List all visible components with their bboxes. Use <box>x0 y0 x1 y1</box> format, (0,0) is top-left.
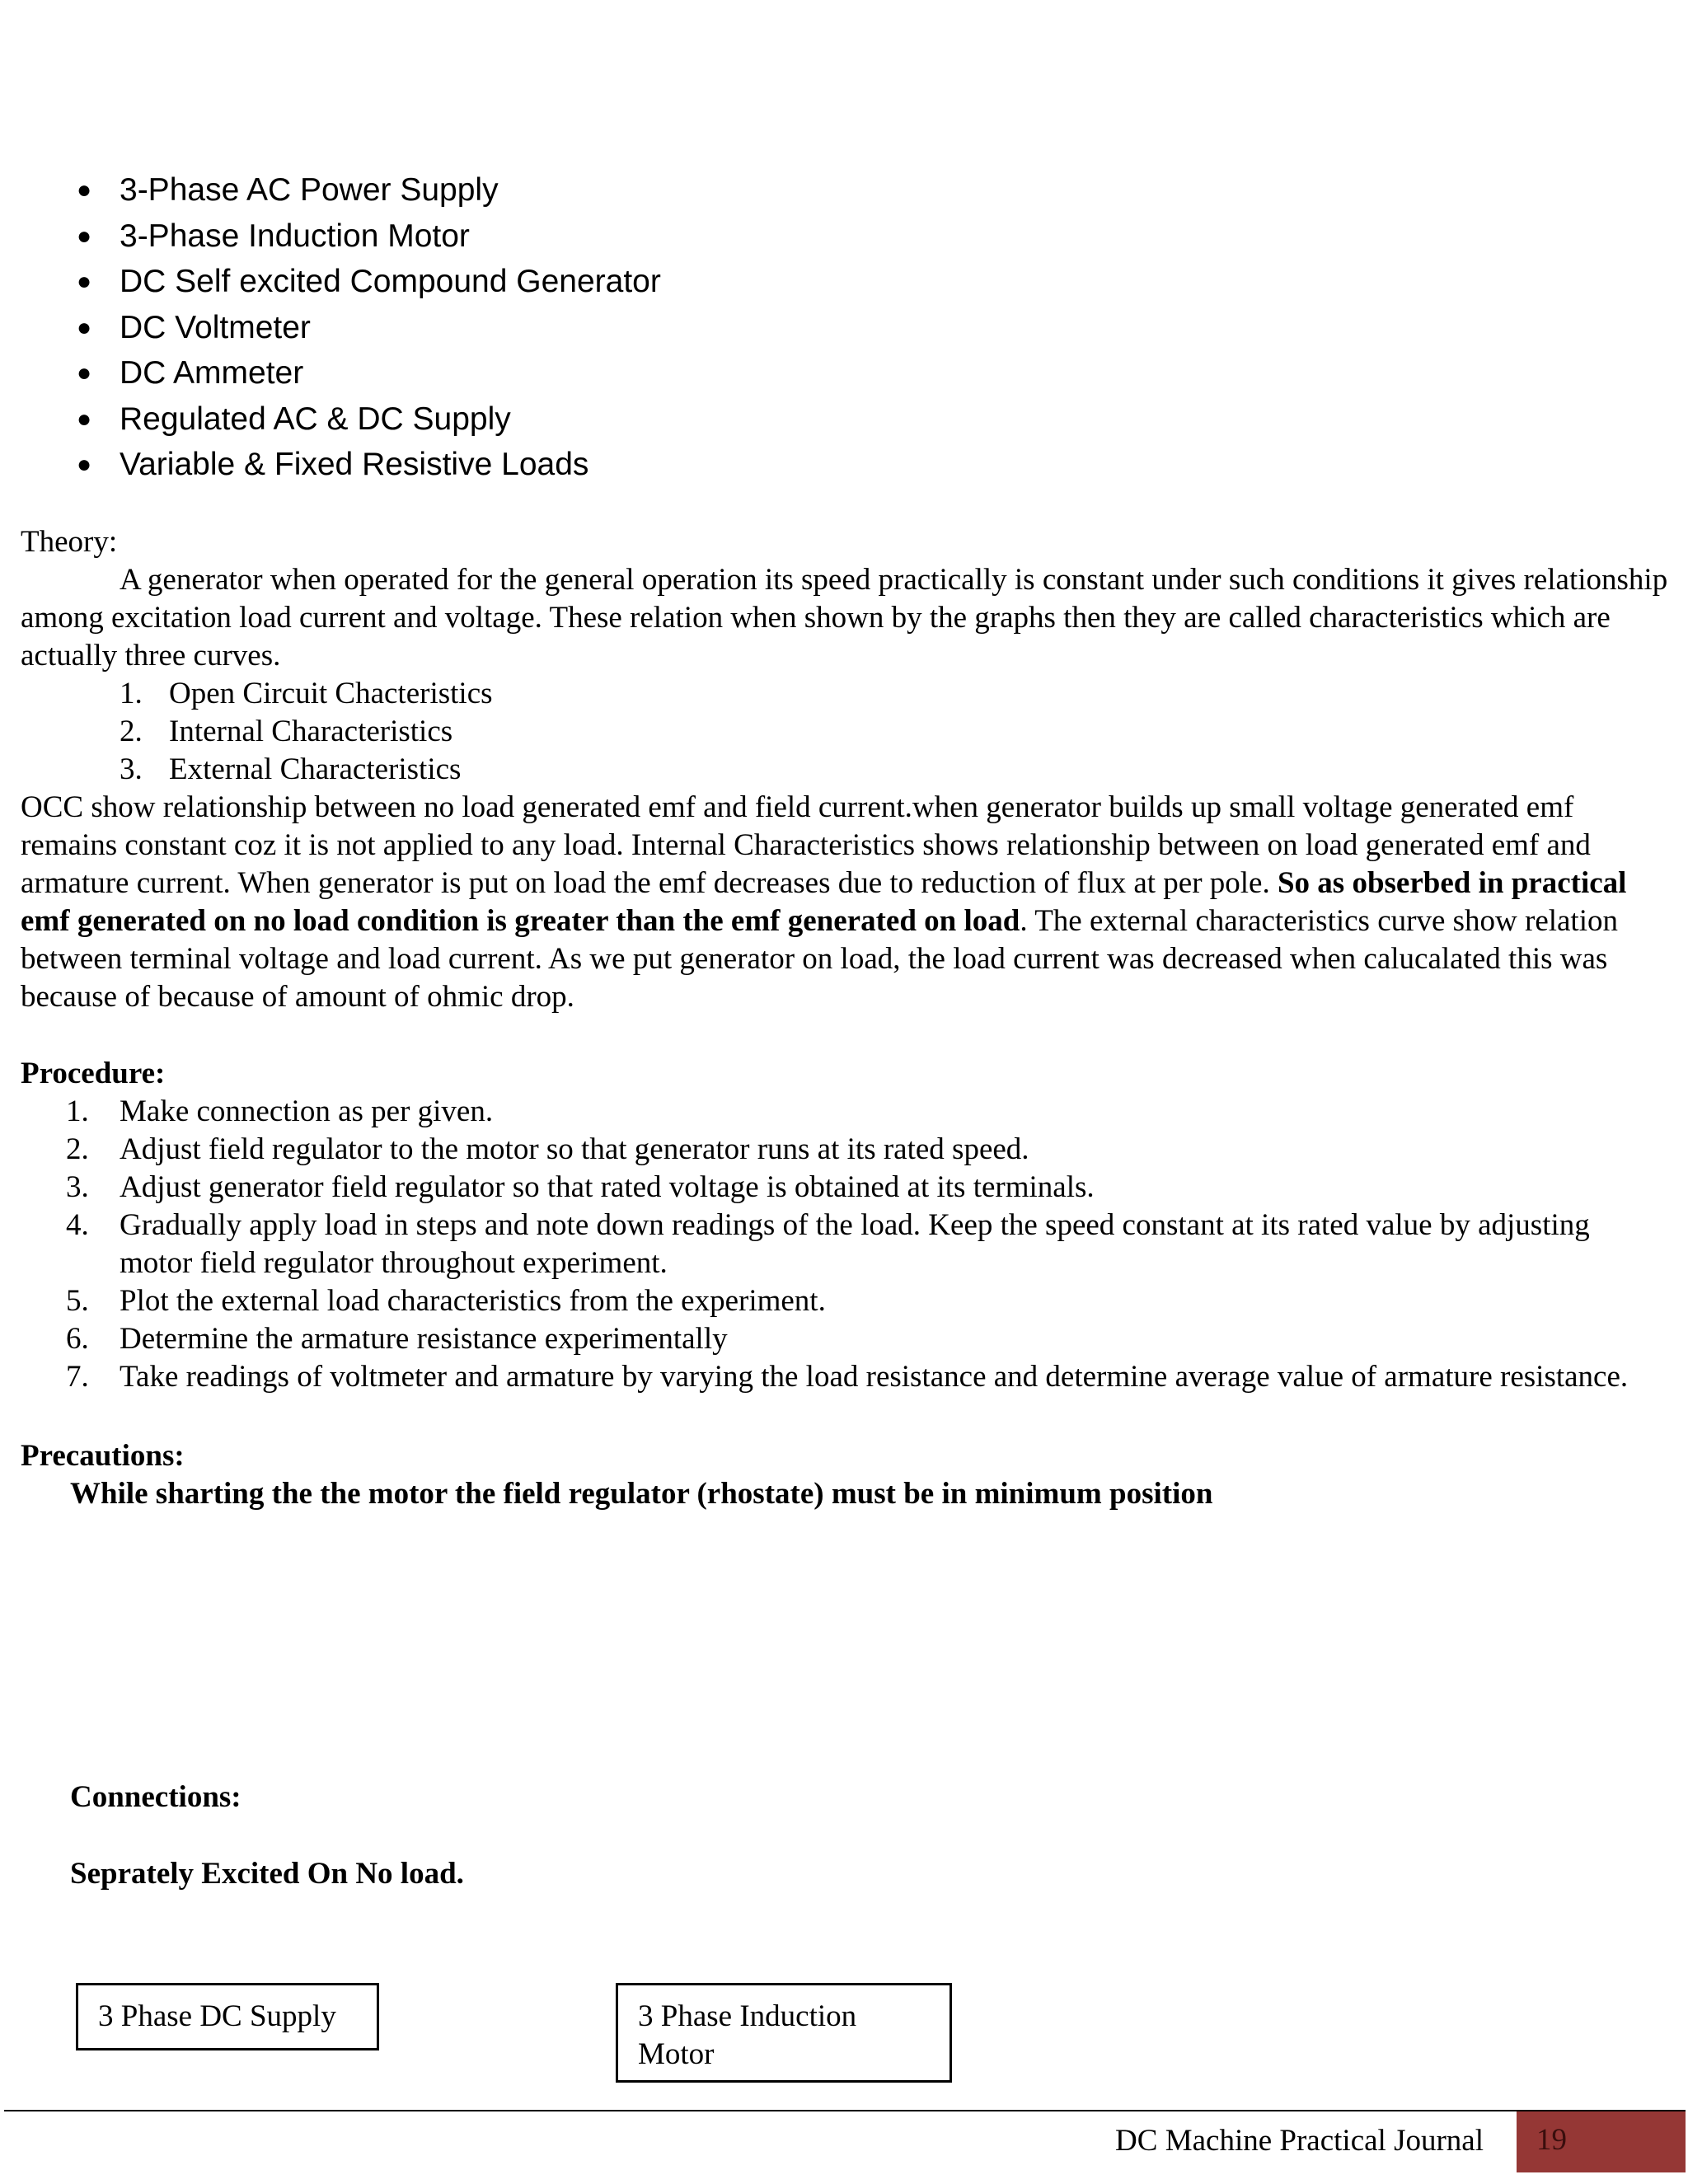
list-item: 7. Take readings of voltmeter and armature by varying the load resistance and determine average value of armature resistance. <box>66 1360 1629 1394</box>
list-item: ● Variable & Fixed Resistive Loads <box>70 442 661 488</box>
theory-heading: Theory: <box>21 525 118 559</box>
list-item: 5. Plot the external load characteristics from the experiment. <box>66 1284 826 1318</box>
list-item: 2. Adjust field regulator to the motor so that generator runs at its rated speed. <box>66 1132 1029 1166</box>
dc-supply-box: 3 Phase DC Supply <box>76 1983 379 2050</box>
induction-motor-box: 3 Phase Induction Motor <box>616 1983 952 2083</box>
page-number: 19 <box>1517 2111 1686 2172</box>
list-item: ● DC Voltmeter <box>70 305 661 351</box>
list-item: ● 3-Phase AC Power Supply <box>70 167 661 213</box>
bullet-icon: ● <box>77 405 92 433</box>
bullet-icon: ● <box>77 451 92 478</box>
list-item: 1. Make connection as per given. <box>66 1094 494 1128</box>
list-item: 6. Determine the armature resistance experimentally <box>66 1322 728 1356</box>
list-item: 3. External Characteristics <box>120 752 462 786</box>
occ-paragraph: OCC show relationship between no load generated emf and field current.when generator builds up small voltage generated emf remains constant coz it is not applied to any load. Internal Characteristics shows relationship between on load generated emf and armature current. When generator is put on load the emf decreases due to reduction of flux at per pole. So as obserbed in practical emf generated on no load condition is greater than the emf generated on load. The external characteristics curve show relation between terminal voltage and load current. As we put generator on load, the load current was decreased when calucalated this was because of because of amount of ohmic drop. <box>21 790 1627 1014</box>
precautions-heading: Precautions: <box>21 1439 185 1473</box>
list-item: 3. Adjust generator field regulator so that rated voltage is obtained at its terminals. <box>66 1170 1095 1204</box>
footer-title: DC Machine Practical Journal <box>1115 2124 1484 2158</box>
procedure-list <box>66 1093 1648 1396</box>
list-item: 2. Internal Characteristics <box>120 715 453 748</box>
bullet-icon: ● <box>77 222 92 250</box>
footer-divider <box>4 2110 1686 2111</box>
bullet-icon: ● <box>77 313 92 341</box>
list-item: ● DC Self excited Compound Generator <box>70 259 661 305</box>
list-item: 4. Gradually apply load in steps and note down readings of the load. Keep the speed constant at its rated value by adjusting motor field regulator throughout experiment. <box>66 1208 1590 1280</box>
connections-subheading: Seprately Excited On No load. <box>70 1857 464 1891</box>
procedure-heading: Procedure: <box>21 1057 166 1090</box>
precautions-text: While sharting the the motor the field regulator (rhostate) must be in minimum position <box>70 1477 1213 1511</box>
theory-paragraph: A generator when operated for the general operation its speed practically is constant under such conditions it gives relationship among excitation load current and voltage. These relation when shown by the graphs then they are called characteristics which are actually three curves. <box>21 563 1668 673</box>
occ-bold-statement: So as obserbed in practical emf generated on no load condition is greater than the emf generated on load <box>21 866 1627 938</box>
list-item: 1. Open Circuit Chacteristics <box>120 677 493 710</box>
list-item: ● DC Ammeter <box>70 350 661 396</box>
list-item: ● 3-Phase Induction Motor <box>70 213 661 260</box>
list-item: ● Regulated AC & DC Supply <box>70 396 661 443</box>
equipment-list <box>70 167 661 488</box>
bullet-icon: ● <box>77 268 92 295</box>
connections-heading: Connections: <box>70 1780 241 1814</box>
bullet-icon: ● <box>77 359 92 387</box>
characteristics-list <box>120 675 493 789</box>
bullet-icon: ● <box>77 176 92 204</box>
